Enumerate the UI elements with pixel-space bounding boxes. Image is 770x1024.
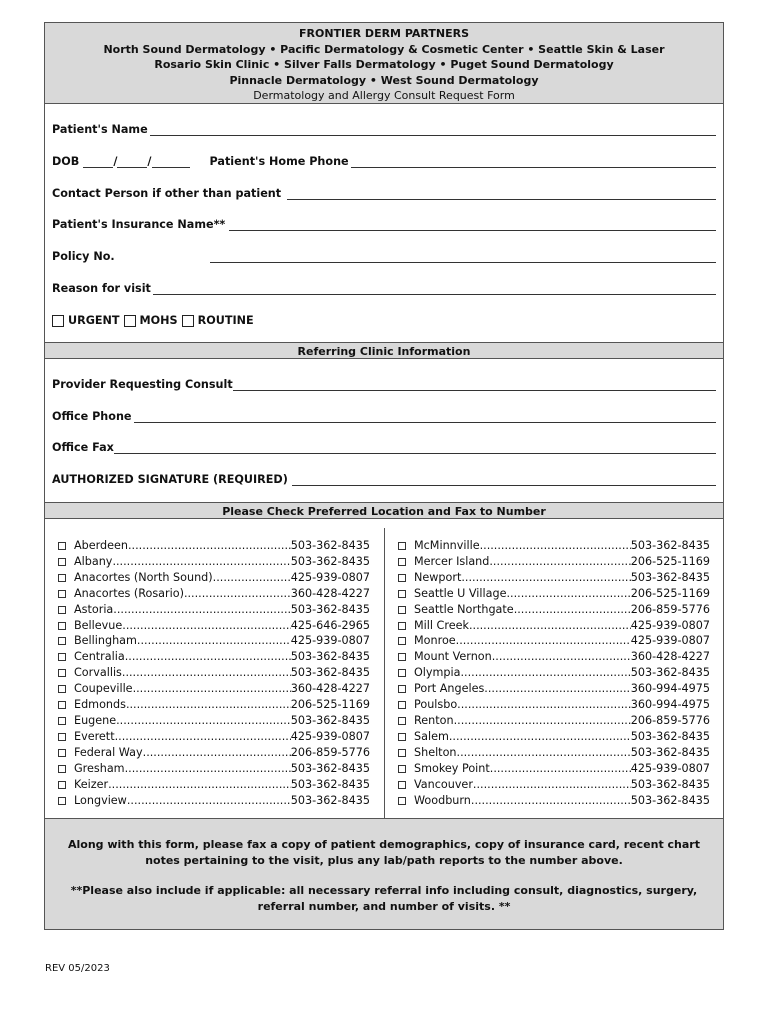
dot-leader bbox=[492, 649, 631, 665]
location-name: Seattle Northgate bbox=[414, 602, 514, 616]
location-name: Keizer bbox=[74, 777, 109, 791]
location-checkbox[interactable] bbox=[398, 558, 406, 566]
dot-leader bbox=[137, 633, 291, 649]
dot-leader bbox=[490, 761, 631, 777]
dot-leader bbox=[143, 745, 291, 761]
locations-right-column bbox=[398, 538, 710, 808]
location-checkbox[interactable] bbox=[58, 701, 66, 709]
insurance-row bbox=[52, 215, 716, 231]
office-fax-field[interactable] bbox=[114, 442, 716, 454]
location-fax-number: 503-362-8435 bbox=[630, 729, 710, 743]
location-fax-number: 360-428-4227 bbox=[290, 586, 370, 600]
location-name: Longview bbox=[74, 793, 127, 807]
urgent-checkbox[interactable] bbox=[52, 315, 64, 327]
location-name: Shelton bbox=[414, 745, 457, 759]
location-checkbox[interactable] bbox=[58, 622, 66, 630]
dob-phone-row bbox=[52, 152, 716, 168]
location-fax-number: 503-362-8435 bbox=[290, 793, 370, 807]
location-fax-number: 503-362-8435 bbox=[290, 650, 370, 664]
location-name: Corvallis bbox=[74, 666, 122, 680]
location-fax-number: 360-994-4975 bbox=[630, 682, 710, 696]
locations-column-divider bbox=[384, 528, 385, 823]
routine-checkbox[interactable] bbox=[182, 315, 194, 327]
location-fax-number: 425-939-0807 bbox=[630, 761, 710, 775]
location-name: Anacortes (North Sound) bbox=[74, 570, 213, 584]
dot-leader bbox=[480, 538, 631, 554]
location-item bbox=[58, 697, 370, 713]
location-checkbox[interactable] bbox=[398, 717, 406, 725]
location-name: McMinnville bbox=[414, 539, 480, 552]
contact-field[interactable] bbox=[287, 188, 716, 200]
location-name: Newport bbox=[414, 570, 462, 584]
location-fax-number: 360-428-4227 bbox=[290, 682, 370, 696]
dob-month-field[interactable] bbox=[83, 156, 113, 168]
location-item bbox=[398, 570, 710, 586]
location-item bbox=[398, 681, 710, 697]
location-item bbox=[58, 665, 370, 681]
instructions-note-1: Along with this form, please fax a copy of patient demographics, copy of insurance card, recent chart notes pertaining to the visit, plus any lab/path reports to the number above. bbox=[68, 838, 700, 867]
location-fax-number: 503-362-8435 bbox=[290, 554, 370, 568]
location-name: Seattle U Village bbox=[414, 586, 507, 600]
location-name: Astoria bbox=[74, 602, 114, 616]
location-checkbox[interactable] bbox=[58, 606, 66, 614]
provider-field[interactable] bbox=[233, 379, 716, 391]
location-fax-number: 206-525-1169 bbox=[630, 554, 710, 568]
dot-leader bbox=[457, 745, 631, 761]
location-fax-number: 206-525-1169 bbox=[630, 586, 710, 600]
location-item bbox=[398, 745, 710, 761]
location-fax-number: 503-362-8435 bbox=[630, 539, 710, 552]
dot-leader bbox=[461, 570, 630, 586]
location-name: Bellingham bbox=[74, 634, 137, 648]
location-checkbox[interactable] bbox=[58, 542, 66, 550]
dob-day-field[interactable] bbox=[117, 156, 147, 168]
mohs-label: MOHS bbox=[139, 314, 178, 327]
dob-separator: / bbox=[147, 155, 152, 168]
insurance-field[interactable] bbox=[229, 219, 716, 231]
location-item bbox=[398, 793, 710, 809]
location-item bbox=[58, 713, 370, 729]
location-fax-number: 206-525-1169 bbox=[290, 698, 370, 712]
clinics-line-3: Pinnacle Dermatology • West Sound Dermatology bbox=[229, 73, 539, 87]
location-checkbox[interactable] bbox=[398, 590, 406, 598]
location-checkbox[interactable] bbox=[58, 717, 66, 725]
locations-left-column bbox=[58, 538, 370, 808]
dot-leader bbox=[108, 777, 291, 793]
office-phone-row bbox=[52, 407, 716, 423]
location-fax-number: 503-362-8435 bbox=[630, 666, 710, 680]
location-checkbox[interactable] bbox=[398, 622, 406, 630]
location-checkbox[interactable] bbox=[58, 574, 66, 582]
dot-leader bbox=[506, 586, 630, 602]
location-fax-number: 425-646-2965 bbox=[290, 618, 370, 632]
location-fax-number: 503-362-8435 bbox=[290, 539, 370, 552]
dot-leader bbox=[133, 681, 291, 697]
location-checkbox[interactable] bbox=[398, 749, 406, 757]
location-checkbox[interactable] bbox=[398, 685, 406, 693]
location-name: Albany bbox=[74, 554, 113, 568]
location-fax-number: 425-939-0807 bbox=[630, 634, 710, 648]
dot-leader bbox=[122, 665, 291, 681]
location-checkbox[interactable] bbox=[58, 781, 66, 789]
dot-leader bbox=[113, 602, 290, 618]
location-name: Salem bbox=[414, 729, 449, 743]
location-fax-number: 503-362-8435 bbox=[630, 745, 710, 759]
location-fax-number: 503-362-8435 bbox=[290, 761, 370, 775]
location-name: Aberdeen bbox=[74, 539, 128, 552]
home-phone-field[interactable] bbox=[351, 156, 716, 168]
dot-leader bbox=[125, 649, 291, 665]
location-name: Vancouver bbox=[414, 777, 473, 791]
location-name: Mill Creek bbox=[414, 618, 469, 632]
org-name: FRONTIER DERM PARTNERS bbox=[298, 27, 469, 40]
dot-leader bbox=[112, 554, 290, 570]
location-name: Edmonds bbox=[74, 698, 126, 712]
location-name: Smokey Point bbox=[414, 761, 490, 775]
location-checkbox[interactable] bbox=[58, 558, 66, 566]
dot-leader bbox=[456, 633, 631, 649]
location-item bbox=[58, 570, 370, 586]
dot-leader bbox=[125, 761, 291, 777]
location-fax-number: 503-362-8435 bbox=[290, 713, 370, 727]
patient-name-label: Patient's Name bbox=[52, 123, 148, 136]
reason-field[interactable] bbox=[153, 283, 716, 295]
signature-row bbox=[52, 470, 716, 486]
location-fax-number: 425-939-0807 bbox=[290, 570, 370, 584]
location-checkbox[interactable] bbox=[398, 765, 406, 773]
location-item bbox=[58, 633, 370, 649]
referring-section-header: Referring Clinic Information bbox=[45, 342, 723, 359]
dob-year-field[interactable] bbox=[152, 156, 190, 168]
location-checkbox[interactable] bbox=[58, 685, 66, 693]
location-checkbox[interactable] bbox=[398, 781, 406, 789]
reason-row bbox=[52, 279, 716, 295]
dot-leader bbox=[473, 777, 631, 793]
location-fax-number: 360-994-4975 bbox=[630, 698, 710, 712]
location-name: Eugene bbox=[74, 713, 117, 727]
location-checkbox[interactable] bbox=[58, 749, 66, 757]
location-name: Port Angeles bbox=[414, 682, 485, 696]
dot-leader bbox=[454, 713, 631, 729]
location-item bbox=[398, 633, 710, 649]
priority-row bbox=[52, 311, 716, 327]
policy-label: Policy No. bbox=[52, 250, 115, 263]
reason-label: Reason for visit bbox=[52, 282, 151, 295]
location-item bbox=[398, 713, 710, 729]
routine-label: ROUTINE bbox=[197, 314, 254, 327]
location-checkbox[interactable] bbox=[58, 797, 66, 805]
provider-row bbox=[52, 375, 716, 391]
location-checkbox[interactable] bbox=[398, 733, 406, 741]
location-fax-number: 206-859-5776 bbox=[290, 745, 370, 759]
dot-leader bbox=[471, 793, 631, 809]
location-fax-number: 425-939-0807 bbox=[630, 618, 710, 632]
location-name: Woodburn bbox=[414, 793, 471, 807]
signature-field[interactable] bbox=[292, 474, 716, 486]
location-checkbox[interactable] bbox=[398, 574, 406, 582]
dot-leader bbox=[469, 618, 631, 634]
location-fax-number: 503-362-8435 bbox=[290, 777, 370, 791]
location-item bbox=[398, 538, 710, 554]
location-fax-number: 360-428-4227 bbox=[630, 650, 710, 664]
clinics-line-1: North Sound Dermatology • Pacific Dermatology & Cosmetic Center • Seattle Skin & Laser bbox=[103, 42, 665, 56]
location-fax-number: 503-362-8435 bbox=[630, 777, 710, 791]
location-item bbox=[58, 777, 370, 793]
location-item bbox=[398, 729, 710, 745]
location-fax-number: 425-939-0807 bbox=[290, 729, 370, 743]
policy-row bbox=[52, 247, 716, 263]
location-name: Coupeville bbox=[74, 682, 133, 696]
policy-field[interactable] bbox=[210, 251, 716, 263]
location-item bbox=[58, 681, 370, 697]
location-item bbox=[58, 618, 370, 634]
location-name: Olympia bbox=[414, 666, 461, 680]
dot-leader bbox=[213, 570, 291, 586]
location-name: Federal Way bbox=[74, 745, 143, 759]
location-item bbox=[398, 665, 710, 681]
location-item bbox=[58, 538, 370, 554]
dot-leader bbox=[514, 602, 631, 618]
location-fax-number: 503-362-8435 bbox=[630, 793, 710, 807]
instructions-panel bbox=[45, 818, 723, 929]
location-checkbox[interactable] bbox=[398, 653, 406, 661]
location-item bbox=[398, 618, 710, 634]
location-fax-number: 425-939-0807 bbox=[290, 634, 370, 648]
location-name: Mercer Island bbox=[414, 554, 490, 568]
location-item bbox=[58, 793, 370, 809]
location-name: Everett bbox=[74, 729, 115, 743]
location-item bbox=[398, 761, 710, 777]
office-fax-row bbox=[52, 438, 716, 454]
form-title: Dermatology and Allergy Consult Request Form bbox=[253, 89, 515, 102]
office-fax-label: Office Fax bbox=[52, 441, 114, 454]
location-item bbox=[58, 729, 370, 745]
revision-label: REV 05/2023 bbox=[45, 963, 110, 974]
dot-leader bbox=[484, 681, 630, 697]
location-item bbox=[58, 761, 370, 777]
location-item bbox=[398, 554, 710, 570]
location-item bbox=[58, 602, 370, 618]
location-fax-number: 206-859-5776 bbox=[630, 602, 710, 616]
location-checkbox[interactable] bbox=[58, 669, 66, 677]
location-item bbox=[58, 649, 370, 665]
location-fax-number: 503-362-8435 bbox=[290, 602, 370, 616]
dob-label: DOB bbox=[52, 155, 80, 168]
clinics-line-2: Rosario Skin Clinic • Silver Falls Dermatology • Puget Sound Dermatology bbox=[154, 58, 614, 71]
location-name: Anacortes (Rosario) bbox=[74, 586, 184, 600]
location-checkbox[interactable] bbox=[398, 669, 406, 677]
office-phone-label: Office Phone bbox=[52, 410, 132, 423]
office-phone-field[interactable] bbox=[134, 411, 716, 423]
provider-label: Provider Requesting Consult bbox=[52, 378, 233, 391]
location-fax-number: 503-362-8435 bbox=[290, 666, 370, 680]
location-item bbox=[398, 777, 710, 793]
location-name: Centralia bbox=[74, 650, 125, 664]
dot-leader bbox=[115, 729, 291, 745]
location-fax-number: 206-859-5776 bbox=[630, 713, 710, 727]
location-checkbox[interactable] bbox=[58, 765, 66, 773]
location-checkbox[interactable] bbox=[58, 733, 66, 741]
dot-leader bbox=[128, 538, 291, 554]
location-item bbox=[398, 697, 710, 713]
contact-label: Contact Person if other than patient bbox=[52, 187, 282, 200]
patient-name-field[interactable] bbox=[150, 124, 716, 136]
insurance-label: Patient's Insurance Name** bbox=[52, 218, 226, 231]
mohs-checkbox[interactable] bbox=[124, 315, 136, 327]
location-checkbox[interactable] bbox=[398, 797, 406, 805]
signature-label: AUTHORIZED SIGNATURE (REQUIRED) bbox=[52, 473, 288, 486]
instructions-note-2: **Please also include if applicable: all necessary referral info including consult, diagnostics, surgery, referral number, and number of visits. ** bbox=[70, 884, 698, 913]
dot-leader bbox=[184, 586, 291, 602]
location-item bbox=[58, 586, 370, 602]
location-checkbox[interactable] bbox=[398, 701, 406, 709]
location-checkbox[interactable] bbox=[58, 590, 66, 598]
location-name: Poulsbo bbox=[414, 698, 458, 712]
dot-leader bbox=[122, 618, 290, 634]
urgent-label: URGENT bbox=[68, 314, 120, 327]
dot-leader bbox=[449, 729, 631, 745]
location-name: Monroe bbox=[414, 634, 456, 648]
location-checkbox[interactable] bbox=[398, 606, 406, 614]
location-checkbox[interactable] bbox=[58, 653, 66, 661]
dot-leader bbox=[461, 665, 631, 681]
dot-leader bbox=[116, 713, 291, 729]
location-checkbox[interactable] bbox=[398, 542, 406, 550]
location-name: Bellevue bbox=[74, 618, 123, 632]
contact-row bbox=[52, 184, 716, 200]
patient-name-row bbox=[52, 120, 716, 136]
location-checkbox[interactable] bbox=[58, 637, 66, 645]
location-item bbox=[58, 745, 370, 761]
location-name: Gresham bbox=[74, 761, 125, 775]
location-fax-number: 503-362-8435 bbox=[630, 570, 710, 584]
location-item bbox=[58, 554, 370, 570]
consult-form bbox=[44, 22, 724, 930]
location-item bbox=[398, 586, 710, 602]
location-item bbox=[398, 649, 710, 665]
dot-leader bbox=[489, 554, 630, 570]
location-name: Mount Vernon bbox=[414, 650, 492, 664]
form-header bbox=[45, 23, 723, 104]
location-item bbox=[398, 602, 710, 618]
locations-section-header: Please Check Preferred Location and Fax to Number bbox=[45, 502, 723, 519]
location-name: Renton bbox=[414, 713, 454, 727]
home-phone-label: Patient's Home Phone bbox=[209, 155, 349, 168]
dob-separator: / bbox=[113, 155, 118, 168]
dot-leader bbox=[126, 697, 291, 713]
dot-leader bbox=[457, 697, 631, 713]
location-checkbox[interactable] bbox=[398, 637, 406, 645]
dot-leader bbox=[127, 793, 291, 809]
